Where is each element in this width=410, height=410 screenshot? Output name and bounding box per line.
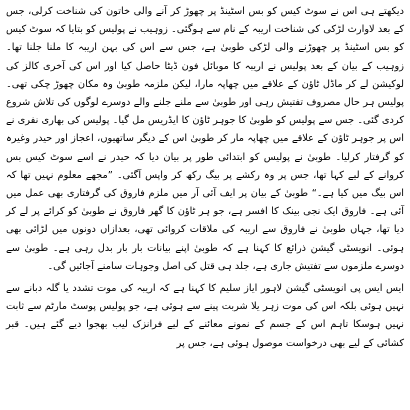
article-paragraph-1: دیکھتے ہی اس نے سوٹ کیس کو بس اسٹینڈ پر چھوڑ کر آنے والی خاتون کی شناخت کرلی، جس کے بعد لاوارث لڑکی کی شناخت اریبہ کے نام سے ہوگئی۔ زوہیب نے پولیس کو بتایا کہ سوٹ کیس کو بس اسٹینڈ پر چھوڑنے والی لڑکی طوبیٰ ہے، جس سے اس کی بہن اریبہ کا ملنا جلنا تھا۔ زوہیب کے بیان کے بعد پولیس نے اریبہ کا موبائل فون ڈیٹا حاصل کیا اور اس کی آخری کالز کی لوکیشن لے کر ماڈل ٹاؤن کے علاقے میں چھاپہ مارا، لیکن ملزمہ طوبیٰ وہ مکان چھوڑ چکی تھی۔ پولیس ہر حال مصروف تفتیش رہی اور طوبیٰ سے ملنے جلنے والے دوسرے لوگوں کی تلاش شروع کردی گئی۔ جس سے پولیس کو طوبیٰ کا جوہر ٹاؤن کا ایڈریس مل گیا۔ پولیس کی بھاری نفری نے اس پر جوہر ٹاؤن کے علاقے میں چھاپہ مار کر طوبیٰ اس کے دیگر ساتھیوں، اعجاز اور حیدر وغیرہ کو گرفتار کرلیا۔ طوبیٰ نے پولیس کو ابتدائی طور پر بیان دیا کہ حیدر نے اسے سوٹ کیس بس کروانے کے لیے کہا تھا، جس پر وہ رکشے پر بیگ رکھ کر واپس آگئی۔ ”مجھے معلوم نہیں تھا کہ اس بیگ میں کیا ہے۔“ طوبیٰ کے بیان پر ایف آئی آر میں ملزم فاروق کی گرفتاری بھی عمل میں آئی ہے۔ فاروق ایک نجی بینک کا افسر ہے، جو ہر ٹاؤن کا گھر فاروق نے طوبیٰ کو کرائے پر لے کر دیا تھا، جہاں طوبیٰ نے فاروق سے اریبہ کی ملاقات کروائی تھی، بعدازاں دونوں میں لڑائی بھی ہوئی۔ انویسٹی گیشن ذرائع کا کہنا ہے کہ طوبیٰ اپنے بیانات بار بار بدل رہی ہے۔ طوبیٰ سے دوسرے ملزموں سے تفتیش جاری ہے، جلد ہی قتل کی اصل وجوہات سامنے آجائیں گی۔ — [6, 6, 404, 272]
article-paragraph-2: ایس ایس پی انویسٹی گیشن لاہور ایاز سلیم کا کہنا ہے کہ اریبہ کی موت تشدد یا گلہ دبانے سے نہیں ہوئی بلکہ اس کی موت زہر یلا شربت پینے سے ہوئی ہے، جو پولیس پوسٹ مارٹم سے ثابت نہیں ہوسکا تاہم اس کے جسم کے نمونے معائنے کے لیے فرانزک لیب بھجوا دیے گئے ہیں۔ قبر کشائی کے لیے بھی درخواست موصول ہوئی ہے، جس پر — [6, 283, 404, 349]
